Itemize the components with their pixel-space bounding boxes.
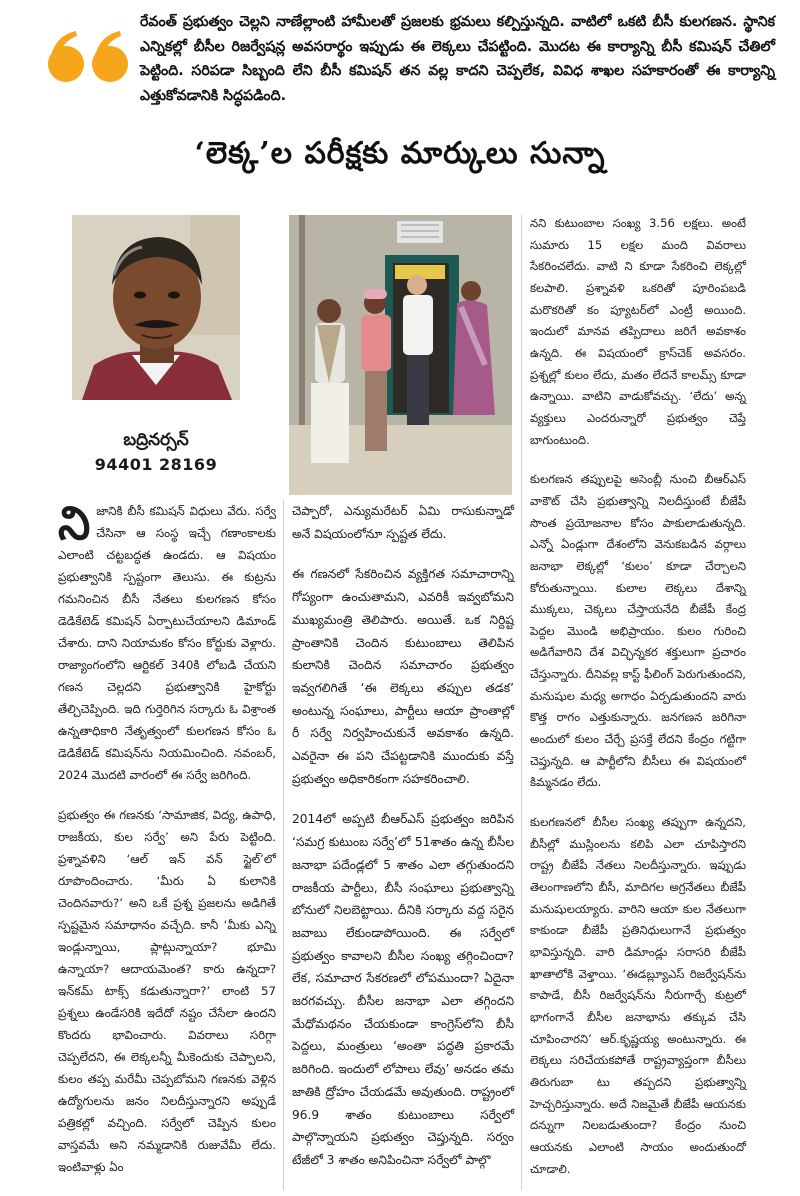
author-phone: 94401 28169 (94, 455, 218, 474)
column-paragraph: కులగణన తప్పులపై అసెంబ్లీ నుంచి బీఆర్‌ఎస్ వాకౌట్ చేసి ప్రభుత్వాన్ని నిలదీస్తుంటే బీజేపీ సొంత ప్రయోజనాల కోసం పాకులాడుతున్నది. ఎన్నో ఏండ్లుగా దేశంలోని వెనుకబడిన వర్గాలు జనాభా లెక్కల్లో ‘కులం’ కూడా చేర్చాలని కోరుతున్నాయి. కులాల లెక్కలు దేశాన్ని ముక్కలు, చెక్కలు చేస్తాయనేది బీజేపీ కేంద్ర పెద్దల మొండి అభిప్రాయం. కులం గురించి అడిగేవారిని దేశ విచ్ఛిన్నకర శక్తులుగా ప్రచారం చేస్తున్నారు. దీనివల్ల కాస్ట్ ఫీలింగ్ పెరుగుతుందని, మనుషుల మధ్య అగాధం ఏర్పడుతుందని వారు కొత్త రాగం ఎత్తుకున్నారు. జనగణన జరిగినా అందులో కులం చేర్చే ప్రసక్తే లేదని కేంద్రం గట్టిగా చెప్తున్నది. ఆ పార్టీలోని బీసీలు ఈ విషయంలో కిమ్మనడం లేదు. (530, 472, 746, 790)
column-paragraph: నిజానికి బీసీ కమిషన్ విధులు వేరు. సర్వే చేసినా ఆ సంస్థ ఇచ్చే గణాంకాలకు ఎలాంటి చట్టబద్ధత ఉండదు. ఆ విషయం ప్రభుత్వానికి స్పష్టంగా తెలుసు. ఈ కుట్రను గమనించిన బీసీ నేతలు కులగణన కోసం డెడికేటెడ్ కమిషన్ ఏర్పాటుచేయాలని డిమాండ్ చేశారు. దాని నియామకం కోసం కోర్టుకు వెళ్లారు. రాజ్యాంగంలోని ఆర్టికల్ 340కి లోబడి చేయని గణన చెల్లదని ప్రభుత్వానికి హైకోర్టు తేల్చిచెప్పింది. ఇది గుర్తెరిగిన సర్కారు ఓ విశ్రాంత ఉన్నతాధికారి నేతృత్వంలో కులగణన కోసం ఓ డెడికేటెడ్ కమిషన్‌ను నియమించింది. నవంబర్, 2024 మొదటి వారంలో ఈ సర్వే జరిగింది. (58, 496, 276, 782)
double-quote-icon (46, 28, 134, 86)
column-paragraph: నని కుటుంబాల సంఖ్య 3.56 లక్షలు. అంటే సుమారు 15 లక్షల మంది వివరాలు సేకరించలేదు. వాటి ని కూడా సేకరించి లెక్కల్లో కలపాలి. ప్రశ్నావళి ఒకరితో పూరింపబడి మరొకరితో కం ప్యూటర్‌లో ఎంట్రీ అయింది. ఇందులో మానవ తప్పిదాలు జరిగే అవకాశం ఉన్నది. ఈ విషయంలో క్రాస్‌చెక్ అవసరం. ప్రశ్నల్లో కులం లేదు, మతం లేదనే కాలమ్స్ కూడా ఉన్నాయి. వాటిని వాడుకోవచ్చు. ‘లేదు’ అన్న వ్యక్తులు ఎందరున్నారో ప్రభుత్వం చెప్తే బాగుంటుంది. (530, 216, 746, 447)
column-paragraph: ప్రభుత్వం ఈ గణనకు ‘సామాజిక, విద్య, ఉపాధి, రాజకీయ, కుల సర్వే’ అని పేరు పెట్టింది. ప్రశ్నావళిని ‘ఆల్ ఇన్ వన్ స్టైల్’లో రూపొందించారు. ‘మీరు ఏ కులానికి చెందినవారు?’ అని ఒకే ప్రశ్న ప్రజలను అడిగితే స్పష్టమైన సమాధానం వచ్చేది. కానీ ‘మీకు ఎన్ని ఇండ్లున్నాయి, ప్లాట్లున్నాయా? భూమి ఉన్నాయా? ఆదాయమెంత? కారు ఉన్నదా? ఇన్‌కమ్ టాక్స్ కడుతున్నారా?’ లాంటి 57 ప్రశ్నలు ఉండేసరికి ఇదేదో నష్టం చేసేలా ఉందని కొందరు భావించారు. వివరాలు సరిగ్గా చెప్పలేదని, ఈ లెక్కలన్నీ మీకెందుకు చెప్పాలని, కులం తప్ప మరేమీ చెప్పబోమని గణనకు వెళ్లిన ఉద్యోగులను జనం నిలదీస్తున్నారని అప్పుడే పత్రికల్లో వచ్చింది. సర్వేలో చెప్పిన కులం వాస్తవమే అని నమ్మడానికి రుజువేమీ లేదు. ఇంటివాళ్లు ఏం (58, 808, 276, 1174)
article-column-3 (530, 213, 746, 1180)
article-column-2 (292, 500, 514, 1172)
author-photo (72, 215, 240, 400)
column-paragraph: 2014లో అప్పటి బీఆర్‌ఎస్ ప్రభుత్వం జరిపిన ‘సమగ్ర కుటుంబ సర్వే’లో 51శాతం ఉన్న బీసీల జనాభా పదేండ్లలో 5 శాతం ఎలా తగ్గుతుందని రాజకీయ పార్టీలు, బీసీ సంఘాలు ప్రభుత్వాన్ని బోనులో నిలబెట్టాయి. దీనికి సర్కారు వద్ద సరైన జవాబు లేకుండాపోయింది. ఈ సర్వేలో ప్రభుత్వం కావాలని బీసీల సంఖ్య తగ్గించిందా? లేక, సమాచార సేకరణలో లోపముందా? ఏదైనా జరగవచ్చు. బీసీల జనాభా ఎలా తగ్గిందని మేధోమథనం చేయకుండా కాంగ్రెస్‌లోని బీసీ పెద్దలు, మంత్రులు ‘అంతా పద్ధతి ప్రకారమే జరిగింది. ఇందులో లోపాలు లేవు’ అనడం తమ జాతికి ద్రోహం చేయడమే అవుతుంది. రాష్ట్రంలో 96.9 శాతం కుటుంబాలు సర్వేలో పాల్గొన్నాయని ప్రభుత్వం చెప్తున్నది. సర్వం టేజీలో 3 శాతం అనిపించినా సర్వేలో పాల్గొ (292, 812, 514, 1167)
article-column-1 (58, 496, 276, 1178)
drop-cap: ని (58, 496, 91, 550)
intro-quote-text: రేవంత్ ప్రభుత్వం చెల్లని నాణేల్లాంటి హామీలతో ప్రజలకు భ్రమలు కల్పిస్తున్నది. వాటిలో ఒకటి బీసీ కులగణన. స్థానిక ఎన్నికల్లో బీసీల రిజర్వేషన్ల అవసరార్థం ఇప్పుడు ఈ లెక్కలు చేపట్టింది. మొదట ఈ కార్యాన్ని బీసీ కమిషన్ చేతిలో పెట్టింది. సరిపడా సిబ్బంది లేని బీసీ కమిషన్ తన వల్ల కాదని చెప్పలేక, వివిధ శాఖల సహకారంతో ఈ కార్యాన్ని ఎత్తుకోవడానికి సిద్ధపడింది. (140, 14, 775, 104)
column-divider (283, 500, 284, 1190)
column-paragraph: చెప్పారో, ఎన్యుమరేటర్ ఏమి రాసుకున్నాడో అనే విషయంలోనూ స్పష్టత లేదు. (292, 504, 514, 541)
article-headline: ‘లెక్క’ల పరీక్షకు మార్కులు సున్నా (194, 136, 606, 171)
column-paragraph: కులగణనలో బీసీల సంఖ్య తప్పుగా ఉన్నదని, బీసీల్లో ముస్లింలను కలిపి ఎలా చూపిస్తారని రాష్ట్ర బీజేపీ నేతలు నిలదీస్తున్నారు. ఇప్పుడు తెలంగాణలోని బీసీ, మాదిగల అగ్రనేతలు బీజేపీ మనుషులయ్యారు. వారిని ఆయా కుల నేతలుగా కాకుండా బీజేపీ ప్రతినిధులుగానే ప్రభుత్వం భావిస్తున్నది. వారి డిమాండ్లు సరాసరి బీజేపీ ఖాతాలోకి వెళ్తాయి. ‘ఈడబ్ల్యూఎస్ రిజర్వేషన్‌ను కాపాడే, బీసీ రిజర్వేషన్‌ను నీరుగార్చే కుట్రలో భాగంగానే బీసీల జనాభాను తక్కువ చేసి చూపించారని’ ఆర్.కృష్ణయ్య అంటున్నారు. ఈ లెక్కలు సరిచేయకపోతే రాష్ట్రవ్యాప్తంగా బీసీలు తిరుగుబా టు తప్పదని ప్రభుత్వాన్ని హెచ్చరిస్తున్నారు. అదే నిజమైతే బీజేపీ ఆయనకు దన్నుగా నిలబడుతుందా? కేంద్రం నుంచి ఆయనకు ఎలాంటి సాయం అందుతుందో చూడాలి. (530, 815, 746, 1176)
column-divider (521, 215, 522, 1190)
author-name: బద్రినర్సన్ (123, 430, 189, 450)
survey-photo (289, 215, 512, 495)
column-paragraph: ఈ గణనలో సేకరించిన వ్యక్తిగత సమాచారాన్ని గోప్యంగా ఉంచుతామని, ఎవరికీ ఇవ్వబోమని ముఖ్యమంత్రి తెలిపారు. అయితే. ఒక నిర్దిష్ట ప్రాంతానికి చెందిన కుటుంబాలు తెలిపిన కులానికి చెందిన సమాచారం ప్రభుత్వం ఇవ్వగలిగితే ‘ఈ లెక్కలు తప్పుల తడక’ అంటున్న సంఘాలు, పార్టీలు ఆయా ప్రాంతాల్లో రీ సర్వే నిర్వహించుకునే అవకాశం ఉన్నది. ఎవరైనా ఈ పని చేపట్టడానికి ముందుకు వస్తే ప్రభుత్వం అధికారికంగా సహకరించాలి. (292, 567, 514, 786)
